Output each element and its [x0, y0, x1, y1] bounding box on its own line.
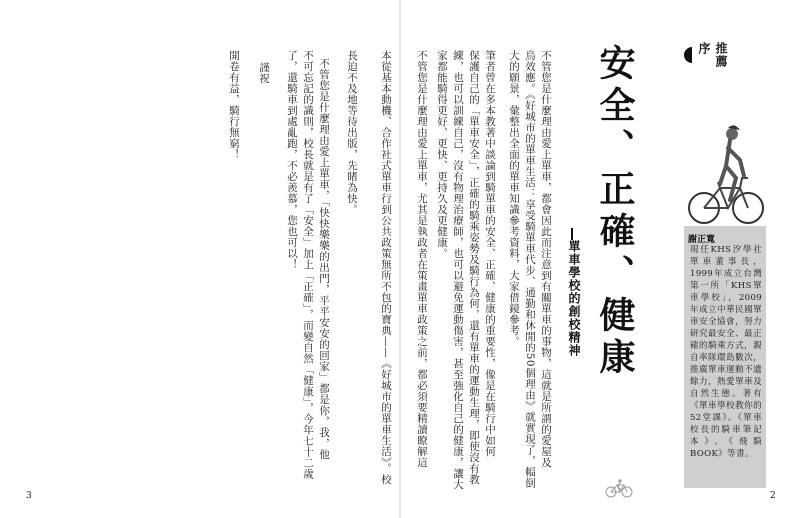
section-tag-label: 推薦序: [697, 42, 728, 68]
tag-marker-icon: [684, 47, 692, 63]
body-column-13: 了，還騎車到處亂跑，不必羨慕，您也可以！: [286, 50, 298, 270]
closing-wish: 開卷有益，騎行無窮！: [228, 50, 240, 160]
author-bio: 現任KHS汐學社單車董事長，1999年成立台灣第一所「KHS單車學校」，2009年成立中華民國單車安全協會，努力研究最安全、最正確的騎乘方式，親自率隊環島數次，推廣單車運動不遺餘力，熱愛單車及自然生態。著有《單車學校教你的52堂課》、《單車校長的騎車筆記本》、《飛騎BOOK》等書。: [690, 245, 762, 459]
page-gutter: [399, 0, 401, 518]
body-column-6: 練，也可以訓練自己，沒有物理治療師，也可以避免運動傷害，甚至強化自己的健康，讓大: [452, 50, 464, 490]
body-column-3: 大的願景，彙整出全面的單車知識參考資料，大家借鏡參考。: [508, 50, 520, 347]
body-column-8: 不管您是什麼理由愛上單車，尤其是執政者在策畫單車政策之前，都必須要精讀瞭解這: [416, 50, 428, 468]
page-number-right: 2: [770, 491, 776, 501]
page-subtitle: 單車學校的創校精神: [567, 240, 581, 357]
body-column-4: 筆者曾在多本教著中談論到騎單車的安全、正確、健康的重要性，像是在騎行中如何: [484, 50, 496, 457]
body-column-2: 烏效應。《好城市的單車生活：享受騎單車代步、通勤和休閒的50個理由》就實現了，幅倒: [524, 50, 536, 489]
body-column-1: 不管您是什麼理由愛上單車，都會因此而注意到有關單車的事物，這就是所謂的愛屋及: [540, 50, 552, 468]
page-title: 安全、正確、健康: [594, 44, 635, 380]
body-column-5: 保護自己的「單車安全」，正確的騎乘姿勢及騎行為何，還有單車的運動生理，即使沒有教: [468, 50, 480, 485]
body-column-12: 不可忘記的識則，校長就是有了「安全」加上「正確」，而變自然「健康」，今年七十二歲: [302, 50, 314, 480]
body-column-10: 長迫不及地等待出版，先睹為快。: [346, 50, 358, 215]
page-number-left: 3: [26, 491, 32, 501]
body-column-7: 家都能騎得更好、更快、更持久及更健康。: [436, 50, 448, 259]
section-tag: [684, 42, 764, 68]
bicycle-icon: [604, 478, 634, 498]
body-column-9: 本從基本動機、合作社式單車行到公共政策無所不包的寶典——《好城市的單車生活》。校: [380, 50, 392, 485]
subtitle-dash: [571, 228, 573, 240]
author-name: 謝正寬: [688, 235, 716, 245]
closing-greeting: 謹祝: [258, 62, 270, 84]
cyclist-photo-icon: [684, 108, 766, 226]
body-column-11: 不管您是什麼理由愛上單車，「快快樂樂的出門，平平安安的回家」都是你，我，他: [318, 58, 330, 460]
